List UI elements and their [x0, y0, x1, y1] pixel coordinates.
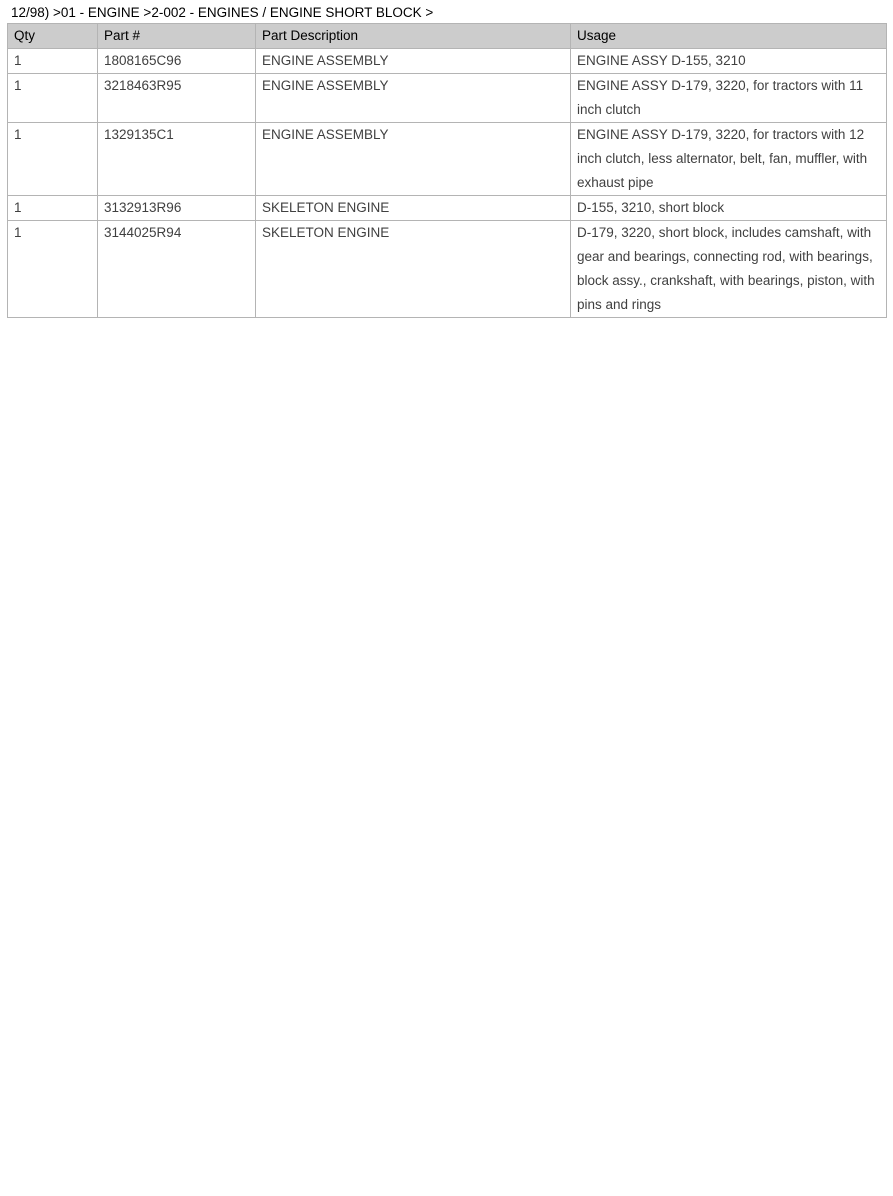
cell-part-number: 3132913R96: [98, 196, 256, 221]
table-row: [8, 123, 887, 196]
cell-part-description: SKELETON ENGINE: [256, 196, 571, 221]
column-header-qty: Qty: [8, 24, 98, 49]
column-header-part-number: Part #: [98, 24, 256, 49]
cell-part-description: SKELETON ENGINE: [256, 221, 571, 318]
table-header-row: [8, 24, 887, 49]
cell-part-number: 3144025R94: [98, 221, 256, 318]
cell-qty: 1: [8, 196, 98, 221]
cell-usage: D-179, 3220, short block, includes camshaft, with gear and bearings, connecting rod, with bearings, block assy., crankshaft, with bearings, piston, with pins and rings: [571, 221, 887, 318]
parts-table: [7, 23, 887, 318]
cell-part-description: ENGINE ASSEMBLY: [256, 74, 571, 123]
cell-usage: ENGINE ASSY D-179, 3220, for tractors with 12 inch clutch, less alternator, belt, fan, muffler, with exhaust pipe: [571, 123, 887, 196]
breadcrumb: 12/98) >01 - ENGINE >2-002 - ENGINES / ENGINE SHORT BLOCK >: [11, 5, 434, 20]
cell-usage: D-155, 3210, short block: [571, 196, 887, 221]
cell-qty: 1: [8, 123, 98, 196]
cell-usage: ENGINE ASSY D-155, 3210: [571, 49, 887, 74]
table-row: [8, 196, 887, 221]
cell-part-description: ENGINE ASSEMBLY: [256, 123, 571, 196]
cell-part-number: 1329135C1: [98, 123, 256, 196]
cell-qty: 1: [8, 74, 98, 123]
table-row: [8, 221, 887, 318]
table-row: [8, 49, 887, 74]
cell-qty: 1: [8, 49, 98, 74]
cell-qty: 1: [8, 221, 98, 318]
column-header-usage: Usage: [571, 24, 887, 49]
cell-part-number: 3218463R95: [98, 74, 256, 123]
table-row: [8, 74, 887, 123]
cell-usage: ENGINE ASSY D-179, 3220, for tractors with 11 inch clutch: [571, 74, 887, 123]
column-header-part-description: Part Description: [256, 24, 571, 49]
cell-part-description: ENGINE ASSEMBLY: [256, 49, 571, 74]
cell-part-number: 1808165C96: [98, 49, 256, 74]
